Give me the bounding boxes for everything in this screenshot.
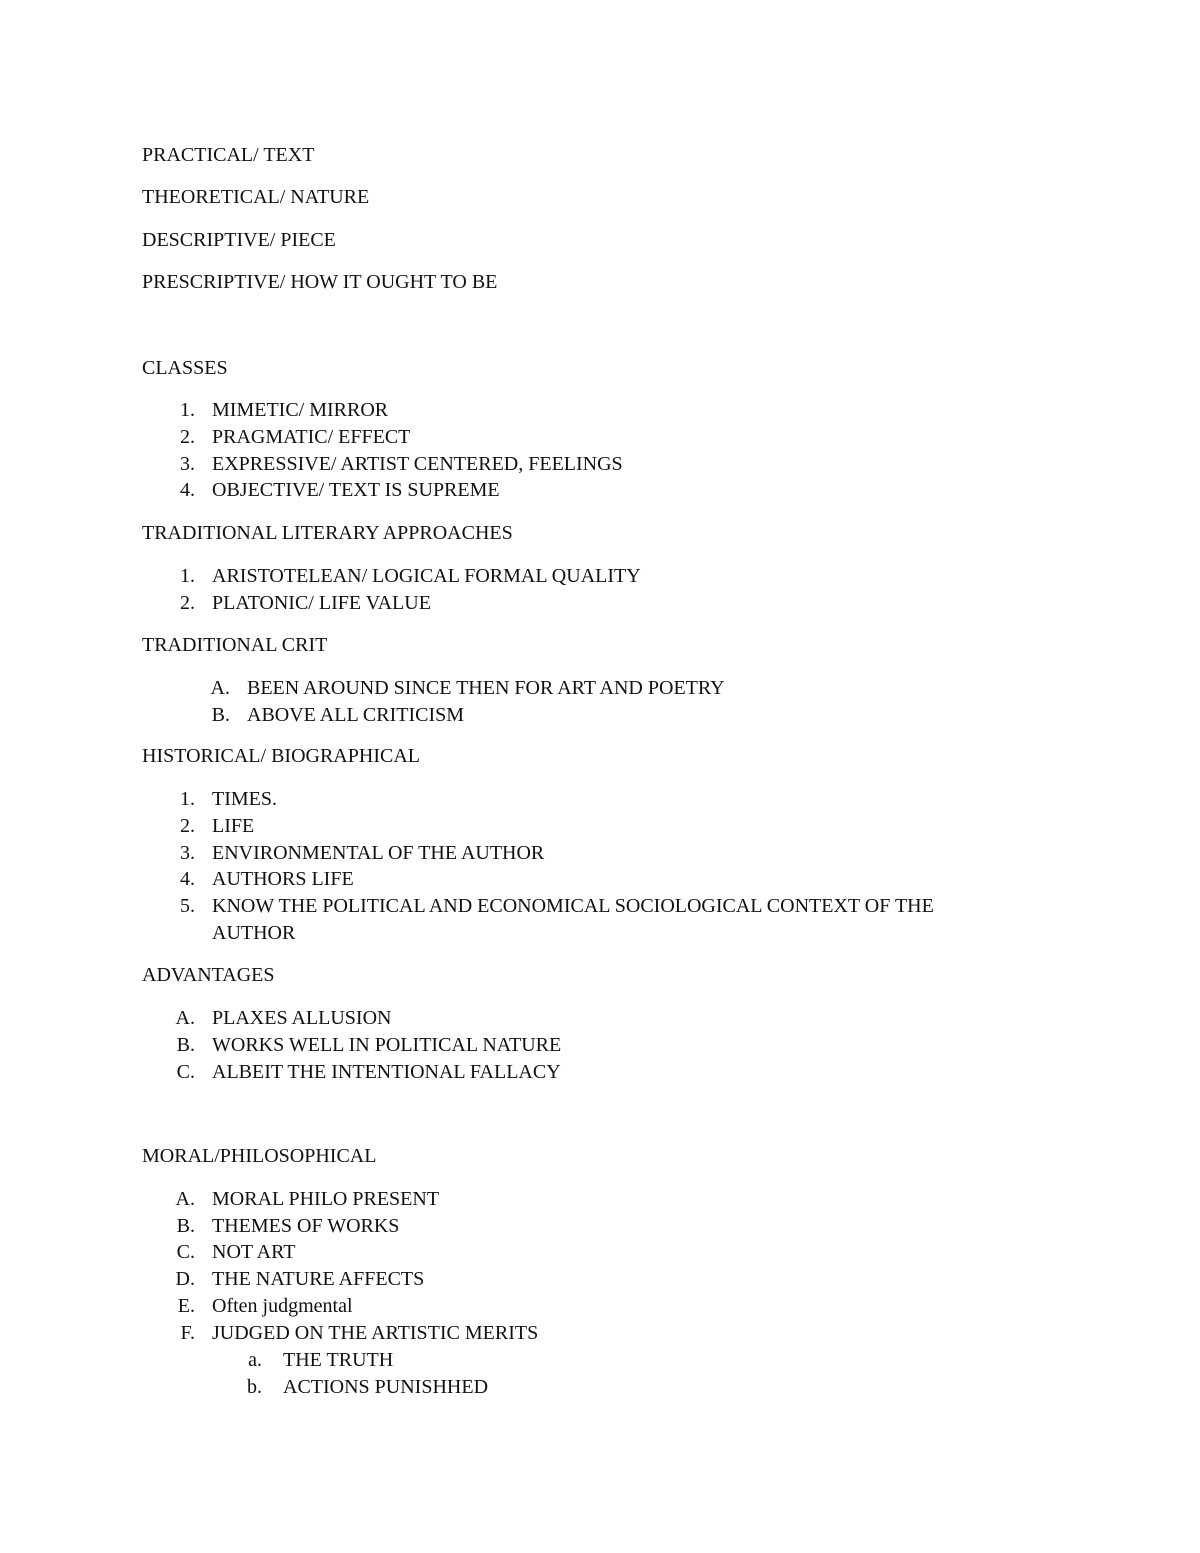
section-heading-classes: CLASSES <box>142 357 228 379</box>
intro-line: PRESCRIPTIVE/ HOW IT OUGHT TO BE <box>142 271 498 293</box>
list-item: PLATONIC/ LIFE VALUE <box>212 592 431 614</box>
list-item: MORAL PHILO PRESENT <box>212 1188 440 1210</box>
intro-line: PRACTICAL/ TEXT <box>142 144 315 166</box>
sublist-item: THE TRUTH <box>283 1349 394 1371</box>
list-item: BEEN AROUND SINCE THEN FOR ART AND POETRY <box>247 677 725 699</box>
section-heading-moral: MORAL/PHILOSOPHICAL <box>142 1145 377 1167</box>
list-marker: F. <box>180 1322 195 1344</box>
list-marker: 2. <box>180 815 195 837</box>
list-item: AUTHORS LIFE <box>212 868 354 890</box>
list-item: Often judgmental <box>212 1295 353 1317</box>
list-marker: 1. <box>180 788 195 810</box>
list-item: LIFE <box>212 815 255 837</box>
list-item: PLAXES ALLUSION <box>212 1007 392 1029</box>
list-item: ALBEIT THE INTENTIONAL FALLACY <box>212 1061 561 1083</box>
list-item: KNOW THE POLITICAL AND ECONOMICAL SOCIOLOGICAL CONTEXT OF THE <box>212 895 934 917</box>
list-item: NOT ART <box>212 1241 296 1263</box>
list-item: OBJECTIVE/ TEXT IS SUPREME <box>212 479 500 501</box>
list-marker: B. <box>176 1215 195 1237</box>
intro-line: DESCRIPTIVE/ PIECE <box>142 229 336 251</box>
list-marker: B. <box>176 1034 195 1056</box>
list-item: ARISTOTELEAN/ LOGICAL FORMAL QUALITY <box>212 565 641 587</box>
list-marker: 4. <box>180 868 195 890</box>
list-item: THE NATURE AFFECTS <box>212 1268 425 1290</box>
list-marker: 1. <box>180 399 195 421</box>
list-item: THEMES OF WORKS <box>212 1215 400 1237</box>
list-marker: 2. <box>180 592 195 614</box>
list-marker: A. <box>175 1188 195 1210</box>
section-heading-traditional-crit: TRADITIONAL CRIT <box>142 634 328 656</box>
list-marker: A. <box>210 677 230 699</box>
list-marker: 2. <box>180 426 195 448</box>
list-marker: C. <box>176 1061 195 1083</box>
list-item: TIMES. <box>212 788 277 810</box>
list-marker: A. <box>175 1007 195 1029</box>
list-item-continuation: AUTHOR <box>212 922 296 944</box>
sublist-marker: a. <box>248 1349 262 1371</box>
list-item: MIMETIC/ MIRROR <box>212 399 389 421</box>
section-heading-advantages: ADVANTAGES <box>142 964 275 986</box>
list-marker: C. <box>176 1241 195 1263</box>
list-marker: 3. <box>180 453 195 475</box>
sublist-marker: b. <box>247 1376 262 1398</box>
list-marker: 4. <box>180 479 195 501</box>
list-marker: E. <box>177 1295 195 1317</box>
list-item: WORKS WELL IN POLITICAL NATURE <box>212 1034 562 1056</box>
list-item: JUDGED ON THE ARTISTIC MERITS <box>212 1322 539 1344</box>
list-marker: 5. <box>180 895 195 917</box>
list-marker: 1. <box>180 565 195 587</box>
list-marker: B. <box>211 704 230 726</box>
list-item: ABOVE ALL CRITICISM <box>247 704 465 726</box>
list-item: PRAGMATIC/ EFFECT <box>212 426 411 448</box>
list-marker: 3. <box>180 842 195 864</box>
intro-line: THEORETICAL/ NATURE <box>142 186 370 208</box>
list-item: ENVIRONMENTAL OF THE AUTHOR <box>212 842 545 864</box>
section-heading-historical: HISTORICAL/ BIOGRAPHICAL <box>142 745 420 767</box>
section-heading-traditional-approaches: TRADITIONAL LITERARY APPROACHES <box>142 522 513 544</box>
sublist-item: ACTIONS PUNISHHED <box>283 1376 489 1398</box>
list-item: EXPRESSIVE/ ARTIST CENTERED, FEELINGS <box>212 453 623 475</box>
list-marker: D. <box>175 1268 195 1290</box>
